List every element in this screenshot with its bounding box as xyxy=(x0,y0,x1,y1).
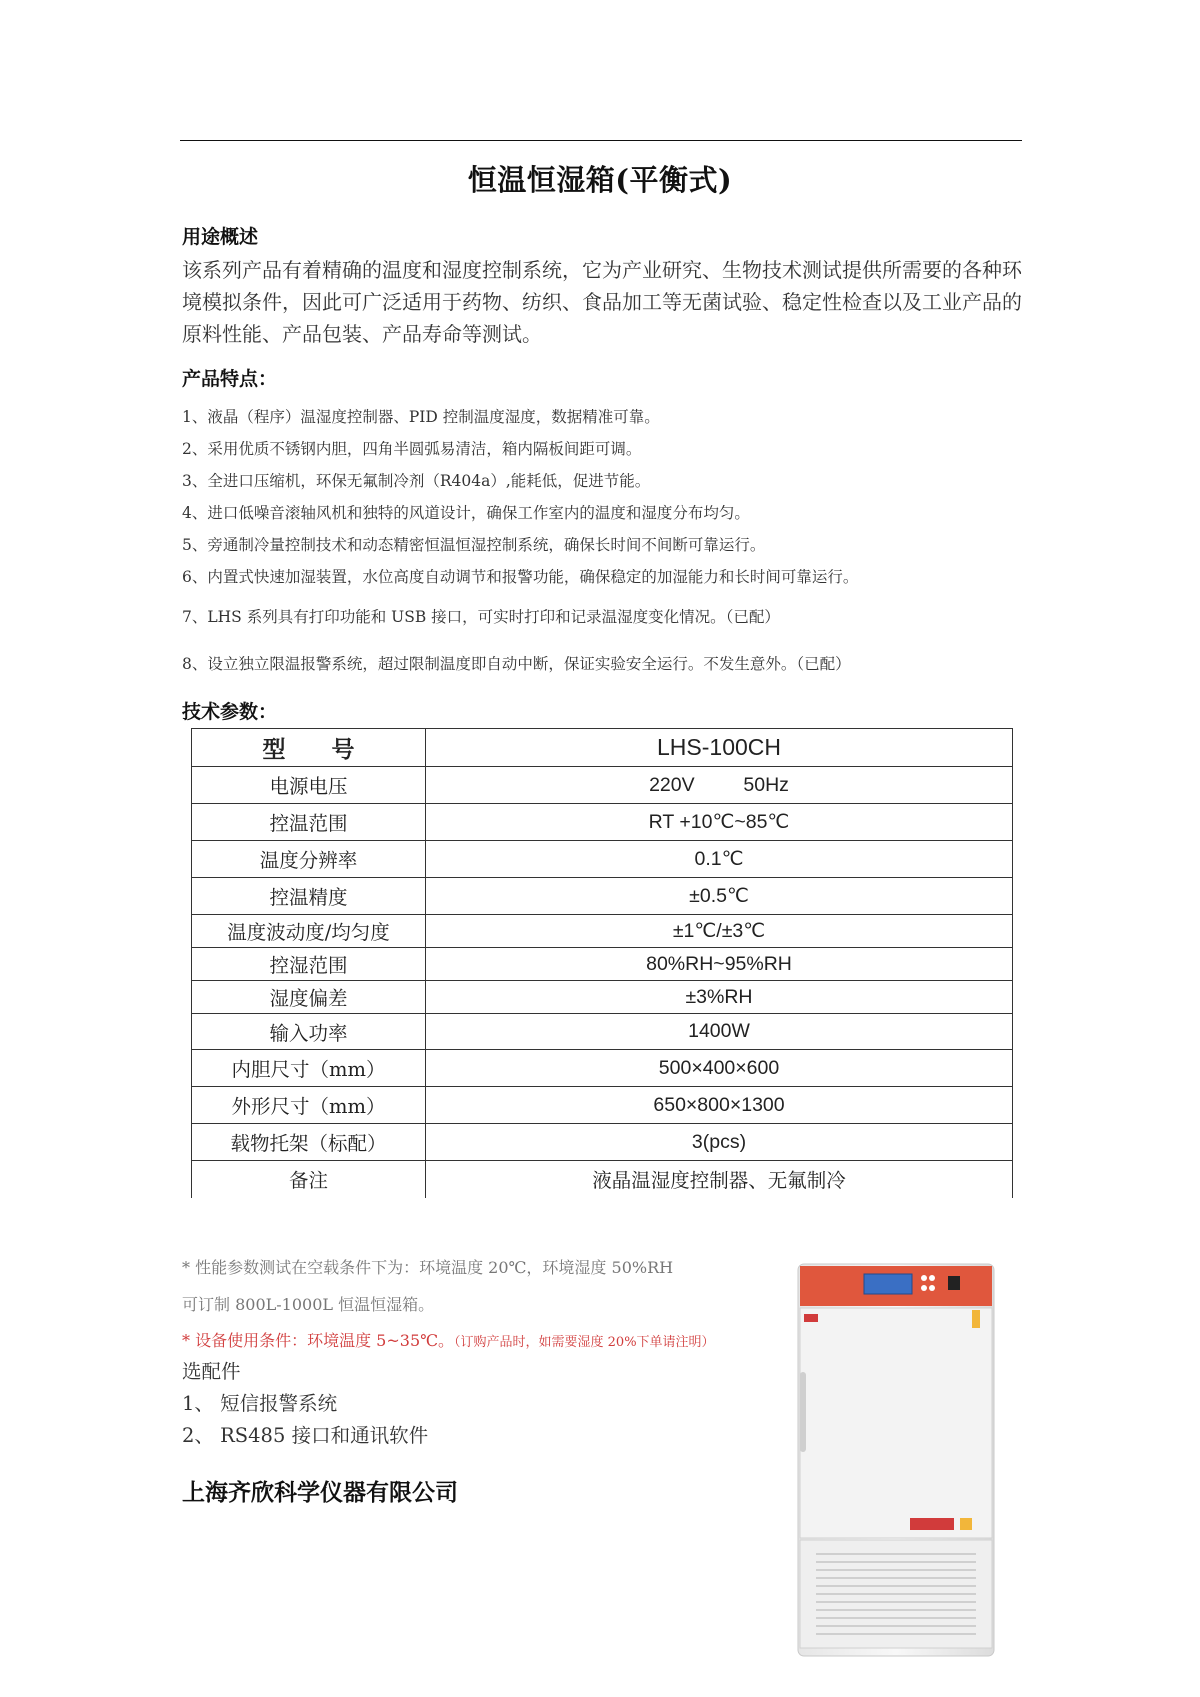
company-name: 上海齐欣科学仪器有限公司 xyxy=(182,1479,458,1506)
table-row xyxy=(192,915,1013,948)
feature-item: 2、采用优质不锈钢内胆，四角半圆弧易清洁，箱内隔板间距可调。 xyxy=(182,440,642,458)
option-item: 1、 短信报警系统 xyxy=(182,1392,338,1415)
spec-label: 温度分辨率 xyxy=(192,841,426,878)
table-row xyxy=(192,1124,1013,1161)
header-rule xyxy=(180,140,1022,141)
specs-table xyxy=(191,728,1013,1198)
feature-item: 4、进口低噪音滚轴风机和独特的风道设计，确保工作室内的温度和湿度分布均匀。 xyxy=(182,504,750,522)
table-row xyxy=(192,1161,1013,1198)
spec-label: 外形尺寸（mm） xyxy=(192,1087,426,1124)
spec-label: 电源电压 xyxy=(192,767,426,804)
spec-label: 内胆尺寸（mm） xyxy=(192,1050,426,1087)
spec-label: 输入功率 xyxy=(192,1014,426,1050)
overview-text: 该系列产品有着精确的温度和湿度控制系统，它为产业研究、生物技术测试提供所需要的各种环境模拟条件，因此可广泛适用于药物、纺织、食品加工等无菌试验、稳定性检查以及工业产品的原料性能、产品包装、产品寿命等测试。 xyxy=(182,258,1022,346)
page-title: 恒温恒湿箱(平衡式) xyxy=(467,163,733,197)
table-row xyxy=(192,767,1013,804)
spec-value: 0.1℃ xyxy=(426,841,1013,878)
table-row xyxy=(192,948,1013,981)
spec-label: 备注 xyxy=(192,1161,426,1198)
feature-item: 1、液晶（程序）温湿度控制器、PID 控制温度湿度，数据精准可靠。 xyxy=(182,408,660,426)
usage-conditions-text: * 设备使用条件：环境温度 5~35℃。 xyxy=(182,1331,455,1350)
spec-label: 型 号 xyxy=(192,729,426,767)
spec-value: 650×800×1300 xyxy=(426,1087,1013,1124)
spec-value: ±3%RH xyxy=(426,981,1013,1014)
usage-conditions-small: （订购产品时，如需要湿度 20%下单请注明） xyxy=(454,1335,715,1350)
usage-conditions-note xyxy=(182,1328,715,1351)
spec-value: LHS-100CH xyxy=(426,729,1013,767)
spec-value: 1400W xyxy=(426,1014,1013,1050)
spec-value: 80%RH~95%RH xyxy=(426,948,1013,981)
spec-value: 220V 50Hz xyxy=(426,767,1013,804)
feature-item: 8、设立独立限温报警系统，超过限制温度即自动中断，保证实验安全运行。不发生意外。（已配） xyxy=(182,655,851,673)
option-item: 2、 RS485 接口和通讯软件 xyxy=(182,1424,429,1447)
table-row xyxy=(192,981,1013,1014)
table-row xyxy=(192,804,1013,841)
table-row xyxy=(192,841,1013,878)
spec-label: 控温精度 xyxy=(192,878,426,915)
feature-item: 5、旁通制冷量控制技术和动态精密恒温恒湿控制系统，确保长时间不间断可靠运行。 xyxy=(182,536,766,554)
spec-value: 500×400×600 xyxy=(426,1050,1013,1087)
door-handle xyxy=(800,1372,806,1452)
spec-label: 温度波动度/均匀度 xyxy=(192,915,426,948)
feature-item: 7、LHS 系列具有打印功能和 USB 接口，可实时打印和记录温湿度变化情况。（已配） xyxy=(182,608,780,626)
spec-label: 控湿范围 xyxy=(192,948,426,981)
spec-value: ±0.5℃ xyxy=(426,878,1013,915)
spec-value: 液晶温湿度控制器、无氟制冷 xyxy=(426,1161,1013,1198)
feature-item: 6、内置式快速加湿装置，水位高度自动调节和报警功能，确保稳定的加湿能力和长时间可靠运行。 xyxy=(182,568,859,586)
cabinet-door xyxy=(800,1308,992,1538)
spec-value: 3(pcs) xyxy=(426,1124,1013,1161)
product-photo xyxy=(790,1262,1000,1662)
table-row xyxy=(192,729,1013,767)
table-row xyxy=(192,1014,1013,1050)
options-heading: 选配件 xyxy=(182,1360,241,1383)
table-row xyxy=(192,1087,1013,1124)
spec-value: ±1℃/±3℃ xyxy=(426,915,1013,948)
table-row xyxy=(192,1050,1013,1087)
lcd-display xyxy=(864,1274,912,1294)
feature-item: 3、全进口压缩机，环保无氟制冷剂（R404a）,能耗低，促进节能。 xyxy=(182,472,651,490)
spec-value: RT +10℃~85℃ xyxy=(426,804,1013,841)
table-row xyxy=(192,878,1013,915)
overview-heading: 用途概述 xyxy=(182,226,259,248)
spec-label: 控温范围 xyxy=(192,804,426,841)
spec-label: 湿度偏差 xyxy=(192,981,426,1014)
specs-heading: 技术参数： xyxy=(182,701,278,723)
features-heading: 产品特点： xyxy=(182,368,278,390)
test-conditions-note: * 性能参数测试在空载条件下为：环境温度 20℃，环境湿度 50%RH xyxy=(182,1258,674,1277)
spec-label: 载物托架（标配） xyxy=(192,1124,426,1161)
custom-order-note: 可订制 800L-1000L 恒温恒湿箱。 xyxy=(182,1295,435,1314)
